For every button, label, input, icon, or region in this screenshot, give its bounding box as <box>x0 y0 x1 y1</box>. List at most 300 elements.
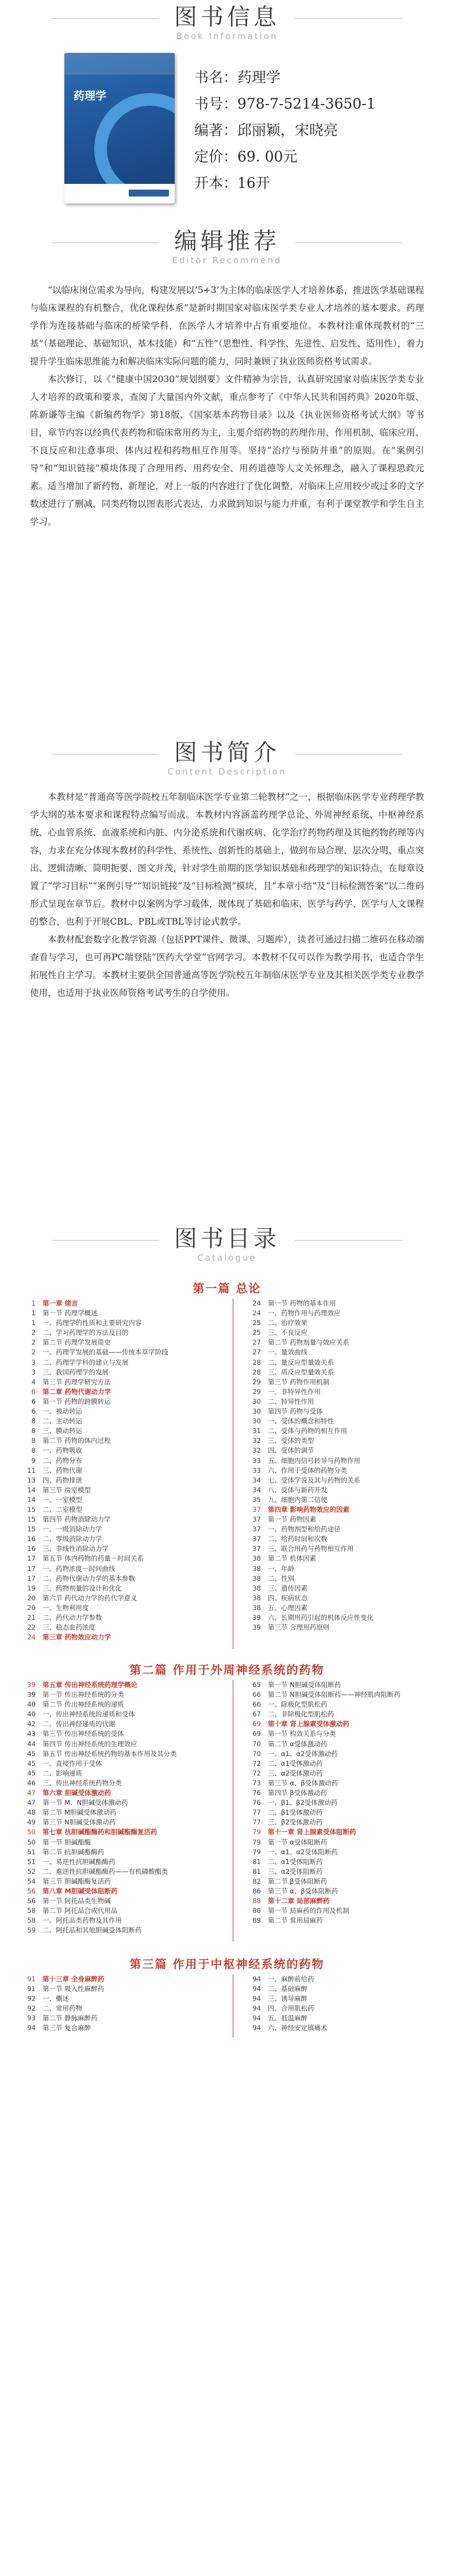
toc-entry <box>243 1308 447 1318</box>
toc-entry-text: 二、量反应型量效关系 <box>268 1358 334 1366</box>
toc-entry <box>243 2013 447 2023</box>
toc-page-number: 33 <box>252 1466 261 1474</box>
toc-entry <box>243 1368 447 1377</box>
toc-entry <box>243 1759 447 1769</box>
recommend-paragraph: “以临床岗位需求为导向，构建发展以‘5+3’为主体的临床医学人才培养体系，推进医学基础课程与临床课程的有机整合，优化课程体系”是新时期国家对临床医学类专业人才培养的基本要求。药理学作为连接基础与临床的桥梁学科，在医学人才培养中占有重要地位。本教材注重体现教材的“三基”（基础理论、基础知识、基本技能）和“五性”（思想性、科学性、先进性、启发性、适用性），着力提升学生临床思维能力和解决临床实际问题的能力，同时兼顾了执业医师资格考试需求。 <box>30 285 424 367</box>
toc-entry-text: 二、影响递质 <box>43 1769 82 1777</box>
toc-entry <box>243 1524 447 1534</box>
toc-entry <box>17 1368 221 1377</box>
part-title: 第三篇 作用于中枢神经系统的药物 <box>129 1957 325 1971</box>
toc-page-number: 32 <box>252 1437 261 1445</box>
toc-entry-text: 九、细胞内第二信使 <box>268 1495 328 1504</box>
toc-entry-text: 一、α1、α2受体激动药 <box>268 1749 338 1758</box>
intro-paragraph: 本教材是“普通高等医学院校五年制临床医学专业第二轮教材”之一，根据临床医学专业药理学教学大纲的基本要求和课程特点编写而成。本教材内容涵盖药理学总论、外周神经系统、中枢神经系统、心血管系统、血液系统和内脏、内分泌系统和代谢疾病、化学治疗药物药理及其他药物药理等内容，力求在充分体现本教材的科学性、系统性、创新性的基础上，做到布局合理、层次分明、重点突出、逻辑清晰、简明扼要、图文并茂，针对学生前期的医学知识基础和药理学的知识特点，在每章设置了“学习目标”“案例引导”“知识链接”及“目标检测”模块，且“本章小结”及“目标检测答案”以二维码形式呈现在章节后。教材中以案例为学习载体，既体现了基础和临床、医学与药学、医学与人文课程的整合，也利于开展CBL、PBL或TBL等讨论式教学。 <box>30 792 424 927</box>
toc-page-number: 24 <box>27 1633 36 1642</box>
toc-entry-text: 第三节 N胆碱受体激动药 <box>43 1818 116 1827</box>
toc-entry-text: 第三节 传出神经系统的受体 <box>43 1730 124 1738</box>
toc-page-number: 11 <box>27 1466 36 1474</box>
toc-entry-text: 第二节 药理学发展简史 <box>43 1338 111 1347</box>
toc-page-number: 46 <box>27 1778 36 1787</box>
toc-page-number: 38 <box>252 1584 261 1592</box>
toc-entry-text: 二、治疗效果 <box>268 1319 307 1327</box>
toc-entry <box>243 1709 447 1719</box>
toc-entry-text: 第三章 药物效应动力学 <box>43 1633 111 1642</box>
toc-entry-text: 一、一级消除动力学 <box>43 1525 102 1534</box>
toc-page-number: 58 <box>27 1916 36 1925</box>
toc-entry <box>243 1534 447 1544</box>
toc-entry-text: 一、概述 <box>43 1994 69 2003</box>
toc-entry <box>243 1798 447 1808</box>
toc-page-number: 50 <box>27 1838 36 1846</box>
toc-entry <box>243 1416 447 1426</box>
toc-entry <box>243 1603 447 1613</box>
toc-entry-text: 三、联合用药与药物相互作用 <box>268 1545 354 1553</box>
toc-entry <box>17 1769 221 1778</box>
toc-entry-text: 一、一室模型 <box>43 1495 82 1504</box>
toc-entry-text: 三、非线性消除动力学 <box>43 1545 109 1553</box>
toc-entry <box>243 1974 447 1984</box>
recommend-paragraph: 本次修订，以《“健康中国2030”规划纲要》文件精神为宗旨，认真研究国家对临床医学类专业人才培养的政策和要求，查阅了大量国内外文献，重点参考了《中华人民共和国药典》2020年版、陈新谦等主编《新编药物学》第18版、《国家基本药物目录》以及《执业医师资格考试大纲》等书目，章节内容以经典代表药物和临床常用药为主，主要介绍药物的药理作用、作用机制、临床应用、不良反应和注意事项、体内过程和药物相互作用等。坚持“治疗与预防并重”的原则。在“案例引导”和“知识链接”模块体现了合理用药、用药安全、用药道德等人文关怀理念，融入了课程思政元素。适当增加了新药物、新理论，对上一版的内容进行了优化调整，对临床上应用较少或过多的文字数述进行了删减，同类药物以图表形式表达，力求做到知识与能力并重，有利于课堂教学和学生自主学习。 <box>30 374 424 527</box>
toc-page-number: 3 <box>31 1358 36 1366</box>
toc-entry-text: 五、心理因素 <box>268 1603 307 1612</box>
toc-column-left <box>17 1299 221 1642</box>
toc-chapter-entry <box>17 1827 221 1837</box>
toc-entry-text: 第一节 药物的跨膜转运 <box>43 1397 111 1406</box>
toc-entry-text: 第一节 药物因素 <box>268 1515 317 1524</box>
toc-page-number: 47 <box>27 1789 36 1797</box>
toc-entry-text: 一、麻醉前给药 <box>268 1975 314 1983</box>
toc-entry <box>243 1328 447 1338</box>
toc-entry-text: 第五节 传出神经系统药物的基本作用及其分类 <box>43 1749 177 1758</box>
toc-entry-text: 二、零级消除动力学 <box>43 1535 102 1543</box>
toc-entry-text: 第五章 传出神经系统药理学概论 <box>43 1681 138 1689</box>
toc-page-number: 94 <box>252 2014 261 2023</box>
toc-page-number: 45 <box>27 1769 36 1777</box>
toc-page-number: 27 <box>252 1348 261 1357</box>
toc-entry-text: 第一节 药物的基本作用 <box>268 1299 336 1307</box>
toc-page-number: 47 <box>27 1799 36 1807</box>
toc-entry <box>17 1700 221 1709</box>
toc-page-number: 15 <box>27 1505 36 1514</box>
toc-entry-text: 第二节 M胆碱受体激动药 <box>43 1808 117 1817</box>
toc-entry <box>17 2004 221 2013</box>
toc-page-number: 77 <box>252 1818 261 1827</box>
cover-band <box>64 53 175 75</box>
toc-entry <box>17 1603 221 1613</box>
toc-entry <box>17 1857 221 1867</box>
book-price-row: 定价：69. 00元 <box>194 148 298 165</box>
part-title: 第一篇 总论 <box>193 1281 261 1295</box>
toc-entry <box>243 1466 447 1476</box>
toc-entry-text: 第三节 合理用药原则 <box>268 1623 330 1632</box>
toc-page-number: 30 <box>252 1417 261 1426</box>
toc-entry-text: 第二节 α受体激动药 <box>268 1739 328 1748</box>
toc-entry-text: 三、遗传因素 <box>268 1584 307 1592</box>
toc-page-number: 1 <box>31 1319 36 1327</box>
toc-entry <box>17 1798 221 1808</box>
toc-page-number: 8 <box>31 1417 36 1426</box>
toc-entry-text: 第四节 药物与受体 <box>268 1407 323 1416</box>
toc-chapter-entry <box>243 1719 447 1729</box>
toc-entry-text: 第一节 局麻药的作用及机制 <box>268 1907 349 1915</box>
toc-entry-text: 第一节 传出神经系统的分类 <box>43 1691 124 1699</box>
toc-entry-text: 一、药理学发展的基础——传统本草学阶段 <box>43 1348 168 1357</box>
toc-page-number: 56 <box>27 1897 36 1905</box>
toc-page-number: 35 <box>252 1495 261 1504</box>
toc-entry-text: 第三节 房室模型 <box>43 1485 91 1494</box>
toc-entry-text: 五、低温麻醉 <box>268 2014 307 2023</box>
toc-entry-text: 第八章 M胆碱受体阻断药 <box>43 1886 118 1895</box>
cover-title: 药理学 <box>74 90 107 102</box>
toc-entry <box>17 1574 221 1584</box>
toc-page-number: 54 <box>27 1877 36 1885</box>
book-format-row: 开本：16开 <box>194 175 270 191</box>
toc-page-number: 93 <box>27 2014 36 2023</box>
toc-entry-text: 三、诱导麻醉 <box>268 1994 307 2003</box>
toc-page-number: 20 <box>27 1593 36 1602</box>
toc-page-number: 94 <box>252 1994 261 2003</box>
toc-entry-text: 二、给药时间和次数 <box>268 1535 328 1543</box>
toc-entry <box>17 1709 221 1719</box>
toc-entry <box>243 1593 447 1603</box>
toc-entry <box>243 1377 447 1387</box>
toc-page-number: 24 <box>252 1299 261 1307</box>
toc-chapter-entry <box>243 1505 447 1515</box>
toc-entry-text: 一、阿托品类药物及其作用 <box>43 1916 122 1925</box>
toc-entry <box>243 1436 447 1446</box>
toc-entry-text: 一、直接作用于受体 <box>43 1759 102 1768</box>
toc-entry-text: 三、传出神经系统药物分类 <box>43 1778 122 1787</box>
toc-page-number: 33 <box>252 1456 261 1465</box>
toc-entry <box>17 1476 221 1485</box>
toc-page-number: 38 <box>252 1593 261 1602</box>
toc-entry-text: 三、稳态血药浓度 <box>43 1623 95 1632</box>
toc-chapter-entry <box>17 1632 221 1642</box>
section-title: 图书目录 <box>159 1223 295 1255</box>
toc-entry <box>17 1623 221 1632</box>
toc-entry <box>243 1299 447 1308</box>
toc-page-number: 20 <box>27 1603 36 1612</box>
toc-entry <box>243 1700 447 1709</box>
toc-page-number: 17 <box>27 1554 36 1563</box>
toc-entry-text: 第二节 常用局麻药 <box>268 1916 323 1925</box>
toc-entry-text: 三、质反应型量效关系 <box>268 1368 334 1376</box>
toc-page-number: 76 <box>252 1799 261 1807</box>
toc-page-number: 40 <box>27 1700 36 1709</box>
toc-page-number: 94 <box>252 2004 261 2013</box>
toc-entry-text: 二、β1受体激动药 <box>268 1808 323 1817</box>
recommend-text <box>30 282 424 531</box>
toc-page-number: 51 <box>27 1847 36 1856</box>
toc-entry-text: 一、除极化型肌松药 <box>268 1700 328 1709</box>
toc-entry <box>243 1544 447 1554</box>
toc-page-number: 29 <box>252 1387 261 1396</box>
toc-entry <box>17 1347 221 1357</box>
toc-entry-text: 二、药代动力学参数 <box>43 1614 102 1622</box>
toc-entry-text: 二、α1受体激动药 <box>268 1759 323 1768</box>
toc-entry <box>243 1680 447 1690</box>
toc-entry-text: 一、β1、β2受体激动药 <box>268 1799 338 1807</box>
toc-entry <box>243 1788 447 1798</box>
toc-entry-text: 第四章 影响药物效应的因素 <box>268 1505 350 1514</box>
toc-entry-text: 四、受体的调节 <box>268 1446 314 1455</box>
toc-entry <box>17 1584 221 1593</box>
toc-entry <box>17 1446 221 1456</box>
toc-entry <box>243 2004 447 2013</box>
toc-chapter-entry <box>17 1680 221 1690</box>
toc-entry <box>243 1857 447 1867</box>
toc-page-number: 39 <box>27 1681 36 1689</box>
toc-entry-text: 四、药物排泄 <box>43 1476 82 1484</box>
toc-entry <box>17 1358 221 1368</box>
toc-page-number: 39 <box>252 1614 261 1622</box>
toc-entry <box>17 1554 221 1564</box>
toc-entry-text: 三、不良反应 <box>268 1329 307 1337</box>
toc-page-number: 91 <box>27 1985 36 1993</box>
toc-page-number: 56 <box>27 1886 36 1895</box>
toc-page-number: 86 <box>252 1886 261 1895</box>
toc-page-number: 92 <box>27 2004 36 2013</box>
toc-entry-text: 第三节 胆碱酯酶复活药 <box>43 1877 111 1885</box>
toc-entry-text: 二、非除极化型肌松药 <box>268 1710 334 1719</box>
toc-entry <box>243 1584 447 1593</box>
toc-entry-text: 二、药物代谢动力学的基本参数 <box>43 1574 135 1582</box>
toc-entry <box>243 1847 447 1857</box>
toc-entry <box>243 1495 447 1505</box>
toc-page-number: 8 <box>31 1437 36 1445</box>
toc-entry-text: 三、α2受体阻断药 <box>268 1867 323 1876</box>
toc-entry-text: 三、α2受体激动药 <box>268 1769 323 1777</box>
toc-entry-text: 三、受体的类型 <box>268 1437 314 1445</box>
toc-entry-text: 二、常用药物 <box>43 2004 82 2013</box>
toc-entry <box>243 1769 447 1778</box>
toc-entry-text: 一、药物吸收 <box>43 1446 82 1455</box>
toc-entry-text: 二、传出神经递质的代谢 <box>43 1720 116 1728</box>
toc-entry <box>243 1564 447 1574</box>
toc-entry-text: 第一节 M、N胆碱受体激动药 <box>43 1799 128 1807</box>
section-title: 图书简介 <box>159 737 295 769</box>
toc-entry <box>243 1397 447 1407</box>
toc-page-number: 15 <box>27 1515 36 1524</box>
toc-chapter-entry <box>17 1788 221 1798</box>
section-subtitle: Editor Recommend <box>172 255 282 265</box>
toc-page-number: 28 <box>252 1368 261 1376</box>
toc-entry-text: 三、我国药理学的发展 <box>43 1368 109 1376</box>
section-banner-info <box>0 1 454 41</box>
toc-column-left <box>17 1974 221 2034</box>
toc-entry-text: 第一节 胆碱酯酶 <box>43 1838 91 1846</box>
toc-entry-text: 第三节 α、β受体激动药 <box>268 1778 338 1787</box>
toc-page-number: 79 <box>252 1838 261 1846</box>
toc-page-number: 92 <box>27 1994 36 2003</box>
toc-entry <box>243 1867 447 1877</box>
toc-entry-text: 第二节 静脉麻醉药 <box>43 2014 98 2023</box>
toc-entry-text: 一、生物利用度 <box>43 1603 89 1612</box>
toc-chapter-entry <box>17 1299 221 1308</box>
toc-entry <box>243 1456 447 1466</box>
toc-entry <box>17 1524 221 1534</box>
toc-page-number: 34 <box>252 1485 261 1494</box>
toc-entry-text: 三、膜动转运 <box>43 1427 82 1435</box>
toc-entry-text: 三、药物剂量的设计和优化 <box>43 1584 122 1592</box>
toc-entry <box>17 1877 221 1886</box>
toc-entry-text: 第二节 抗胆碱酯酶药 <box>43 1847 105 1856</box>
toc-entry <box>243 1574 447 1584</box>
toc-page-number: 70 <box>252 1749 261 1758</box>
toc-page-number: 27 <box>252 1338 261 1347</box>
toc-entry-text: 第十章 肾上腺素受体激动药 <box>268 1720 350 1728</box>
toc-entry <box>17 1984 221 1994</box>
toc-entry-text: 第一章 绪言 <box>43 1299 78 1307</box>
toc-page-number: 73 <box>252 1778 261 1787</box>
toc-page-number: 94 <box>252 1975 261 1983</box>
toc-entry-text: 第一节 α受体阻断药 <box>268 1838 328 1846</box>
toc-page-number: 3 <box>31 1368 36 1376</box>
toc-page-number: 69 <box>252 1720 261 1728</box>
toc-page-number: 8 <box>31 1446 36 1455</box>
toc-entry-text: 一、量效曲线 <box>268 1348 307 1357</box>
toc-entry <box>17 1749 221 1759</box>
toc-entry <box>17 1416 221 1426</box>
toc-page-number: 17 <box>27 1564 36 1573</box>
toc-entry-text: 第五节 体内药物的药量－时间关系 <box>43 1554 144 1563</box>
toc-entry <box>17 1308 221 1318</box>
section-banner-recommend <box>0 225 454 265</box>
toc-entry-text: 二、特异性作用 <box>268 1397 314 1406</box>
toc-page-number: 79 <box>252 1847 261 1856</box>
toc-entry <box>17 1456 221 1466</box>
toc-entry <box>243 1886 447 1896</box>
toc-entry <box>17 1426 221 1436</box>
toc-entry-text: 二、药理学学科的建立与发展 <box>43 1358 129 1366</box>
toc-page-number: 89 <box>252 1916 261 1925</box>
toc-page-number: 49 <box>27 1818 36 1827</box>
toc-page-number: 94 <box>252 2024 261 2032</box>
toc-page-number: 30 <box>252 1407 261 1416</box>
toc-page-number: 2 <box>31 1338 36 1347</box>
toc-entry <box>243 1515 447 1524</box>
publisher-logo <box>129 190 169 197</box>
toc-page-number: 43 <box>27 1730 36 1738</box>
toc-page-number: 42 <box>27 1720 36 1728</box>
toc-entry <box>17 1407 221 1416</box>
toc-page-number: 37 <box>252 1545 261 1553</box>
toc-entry <box>17 1328 221 1338</box>
toc-entry <box>17 1436 221 1446</box>
toc-entry-text: 二、阿托品和其他胆碱受体阻断药 <box>43 1926 142 1935</box>
toc-entry <box>243 1818 447 1827</box>
toc-entry-text: 第二节 药物剂量与效应关系 <box>268 1338 349 1347</box>
toc-entry-text: 五、细胞内信号转导与药物作用 <box>268 1456 360 1465</box>
toc-entry <box>17 1564 221 1574</box>
toc-entry-text: 四、疾病状态 <box>268 1593 307 1602</box>
toc-entry-text: 第十三章 全身麻醉药 <box>43 1975 105 1983</box>
toc-page-number: 6 <box>31 1407 36 1416</box>
toc-entry-text: 第十二章 局部麻醉药 <box>268 1897 330 1905</box>
toc-entry <box>243 1749 447 1759</box>
book-title-row: 书名：药理学 <box>194 69 281 86</box>
toc-entry <box>17 1838 221 1847</box>
toc-page-number: 16 <box>27 1535 36 1543</box>
toc-entry-text: 一、药物剂型和给药途径 <box>268 1525 341 1534</box>
toc-page-number: 69 <box>252 1730 261 1738</box>
toc-entry <box>17 1613 221 1623</box>
toc-page-number: 59 <box>27 1926 36 1935</box>
toc-entry <box>17 1847 221 1857</box>
toc-page-number: 28 <box>252 1358 261 1366</box>
toc-page-number: 52 <box>27 1867 36 1876</box>
toc-page-number: 9 <box>31 1456 36 1465</box>
toc-entry-text: 第四节 药物消除动力学 <box>43 1515 111 1524</box>
toc-entry <box>17 1318 221 1328</box>
toc-page-number: 16 <box>27 1545 36 1553</box>
toc-chapter-entry <box>17 1974 221 1984</box>
toc-entry <box>17 2013 221 2023</box>
toc-page-number: 30 <box>252 1397 261 1406</box>
toc-entry <box>17 1338 221 1347</box>
toc-page-number: 91 <box>27 1975 36 1983</box>
toc-entry-text: 第三节 α、β受体阻断药 <box>268 1886 338 1895</box>
toc-entry-text: 第二节 机体因素 <box>268 1554 317 1563</box>
toc-page-number: 45 <box>27 1759 36 1768</box>
toc-page-number: 31 <box>252 1427 261 1435</box>
toc-entry <box>17 1377 221 1387</box>
toc-entry <box>243 1426 447 1436</box>
toc-page-number: 13 <box>27 1476 36 1484</box>
toc-chapter-entry <box>17 1387 221 1397</box>
toc-page-number: 65 <box>252 1681 261 1689</box>
toc-entry-text: 一、易逆性抗胆碱酯酶药 <box>43 1857 116 1866</box>
toc-page-number: 37 <box>252 1515 261 1524</box>
toc-entry <box>243 1613 447 1623</box>
toc-page-number: 1 <box>31 1299 36 1307</box>
toc-entry <box>243 1407 447 1416</box>
toc-entry-text: 第七章 抗胆碱酯酶药和胆碱酯酶复活药 <box>43 1828 157 1836</box>
toc-entry <box>17 1867 221 1877</box>
intro-text <box>30 788 424 1002</box>
toc-page-number: 17 <box>27 1574 36 1582</box>
toc-page-number: 32 <box>252 1446 261 1455</box>
toc-page-number: 25 <box>252 1329 261 1337</box>
intro-paragraph: 本教材配套数字化教学资源（包括PPT课件、微课、习题库），读者可通过扫描二维码在移动端查看与学习，也可再PC端登陆“医药大学堂”官网学习。本教材不仅可以作为教学用书，也适合学生拓展性自主学习。本教材主要供全国普通高等医学院校五年制临床医学专业及其相关医学类专业教学使用，也适用于执业医师资格考试考生的自学使用。 <box>30 934 424 998</box>
toc-entry <box>17 1515 221 1524</box>
toc-entry <box>243 1984 447 1994</box>
toc-entry <box>17 1729 221 1739</box>
toc-page-number: 72 <box>252 1769 261 1777</box>
toc-entry <box>17 1397 221 1407</box>
toc-entry-text: 一、药物浓度－时间曲线 <box>43 1564 116 1573</box>
toc-page-number: 38 <box>252 1603 261 1612</box>
book-isbn-row: 书号：978-7-5214-3650-1 <box>194 95 376 112</box>
toc-page-number: 37 <box>252 1505 261 1514</box>
toc-page-number: 8 <box>31 1427 36 1435</box>
toc-page-number: 58 <box>27 1907 36 1915</box>
toc-entry-text: 第一节 药理学概述 <box>43 1309 98 1318</box>
toc-entry-text: 八、受体与新药开发 <box>268 1485 328 1494</box>
toc-entry <box>17 1544 221 1554</box>
toc-column-left <box>17 1680 221 1935</box>
toc-entry <box>243 1916 447 1926</box>
toc-entry <box>243 2023 447 2033</box>
toc-page-number: 24 <box>252 1309 261 1318</box>
toc-entry <box>243 1338 447 1347</box>
toc-entry <box>243 1318 447 1328</box>
toc-entry <box>243 1994 447 2004</box>
toc-entry-text: 第二章 药物代谢动力学 <box>43 1387 111 1396</box>
toc-page-number: 21 <box>27 1614 36 1622</box>
toc-page-number: 22 <box>27 1623 36 1632</box>
section-subtitle: Book Information <box>176 31 278 41</box>
